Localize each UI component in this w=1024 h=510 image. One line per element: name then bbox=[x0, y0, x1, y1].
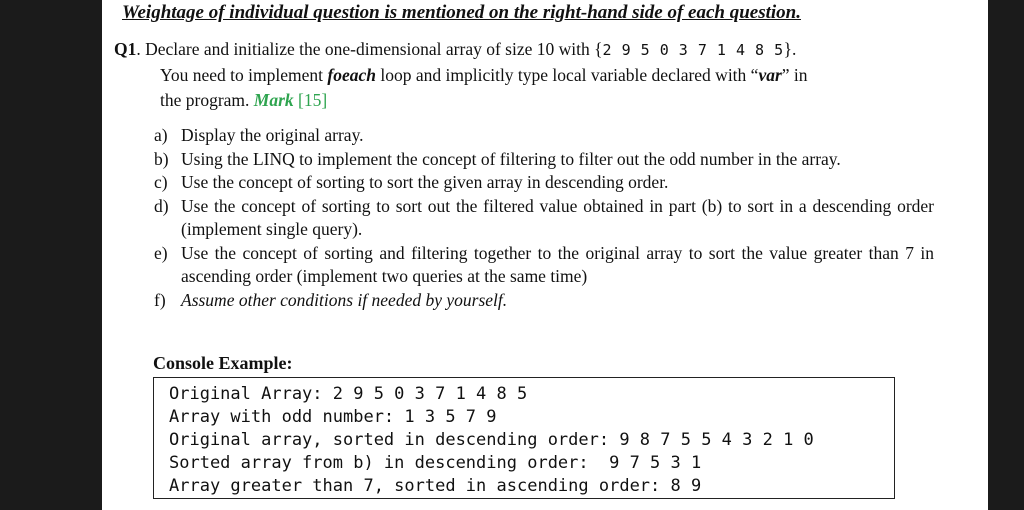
array-literal: 2 9 5 0 3 7 1 4 8 5 bbox=[602, 41, 784, 59]
console-line: Original Array: 2 9 5 0 3 7 1 4 8 5 bbox=[169, 384, 528, 404]
sub-question-label: b) bbox=[154, 148, 169, 169]
console-line: Array with odd number: 1 3 5 7 9 bbox=[169, 407, 497, 427]
sub-question-text: Use the concept of sorting and filtering together to the original array to sort the value greater than 7 in ascending order (implement two queries at the same time) bbox=[181, 242, 934, 286]
question-text-2c: ” in bbox=[781, 65, 808, 85]
console-example-title: Console Example: bbox=[153, 353, 293, 373]
question-line-2 bbox=[114, 63, 974, 88]
question-line-3 bbox=[114, 88, 974, 113]
sub-question-label: c) bbox=[154, 172, 168, 192]
sub-question-list bbox=[154, 124, 934, 312]
foeach-keyword: foeach bbox=[327, 65, 376, 85]
console-line: Original array, sorted in descending order: 9 8 7 5 5 4 3 2 1 0 bbox=[169, 430, 814, 450]
sub-question-text: Use the concept of sorting to sort the given array in descending order. bbox=[181, 172, 669, 192]
question-number: Q1 bbox=[114, 39, 137, 59]
question-line-1 bbox=[114, 37, 974, 63]
sub-question-label: e) bbox=[154, 242, 168, 263]
question-text-1: . Declare and initialize the one-dimensional array of size 10 with { bbox=[136, 39, 603, 59]
sub-question-text: Display the original array. bbox=[181, 125, 364, 145]
question-text-3a: the program. bbox=[160, 90, 254, 110]
console-line: Array greater than 7, sorted in ascending order: 8 9 bbox=[169, 476, 702, 496]
document-page bbox=[102, 0, 988, 510]
mark-value: [15] bbox=[293, 90, 328, 110]
console-line: Sorted array from b) in descending order: 9 7 5 3 1 bbox=[169, 453, 702, 473]
question-text-2a: You need to implement bbox=[160, 65, 328, 85]
console-output-box bbox=[153, 377, 895, 499]
var-keyword: var bbox=[758, 65, 782, 85]
question-block bbox=[114, 37, 974, 113]
sub-question-a bbox=[154, 124, 934, 148]
sub-question-text: Using the LINQ to implement the concept of filtering to filter out the odd number in the array. bbox=[181, 148, 841, 169]
sub-question-text: Assume other conditions if needed by yourself. bbox=[181, 289, 508, 310]
sub-question-c bbox=[154, 171, 934, 195]
sub-question-label: d) bbox=[154, 195, 169, 216]
sub-question-f bbox=[154, 289, 934, 313]
question-text-2b: loop and implicitly type local variable declared with “ bbox=[376, 65, 759, 85]
sub-question-e bbox=[154, 242, 934, 289]
sub-question-text: Use the concept of sorting to sort out the filtered value obtained in part (b) to sort in a descending order (implement single query). bbox=[181, 195, 934, 239]
page-heading: Weightage of individual question is mentioned on the right-hand side of each question. bbox=[122, 2, 801, 23]
sub-question-d bbox=[154, 195, 934, 242]
sub-question-label: a) bbox=[154, 125, 168, 145]
sub-question-b bbox=[154, 148, 934, 172]
sub-question-label: f) bbox=[154, 289, 166, 310]
mark-label: Mark bbox=[253, 90, 294, 110]
question-text-1-end: }. bbox=[783, 39, 797, 59]
